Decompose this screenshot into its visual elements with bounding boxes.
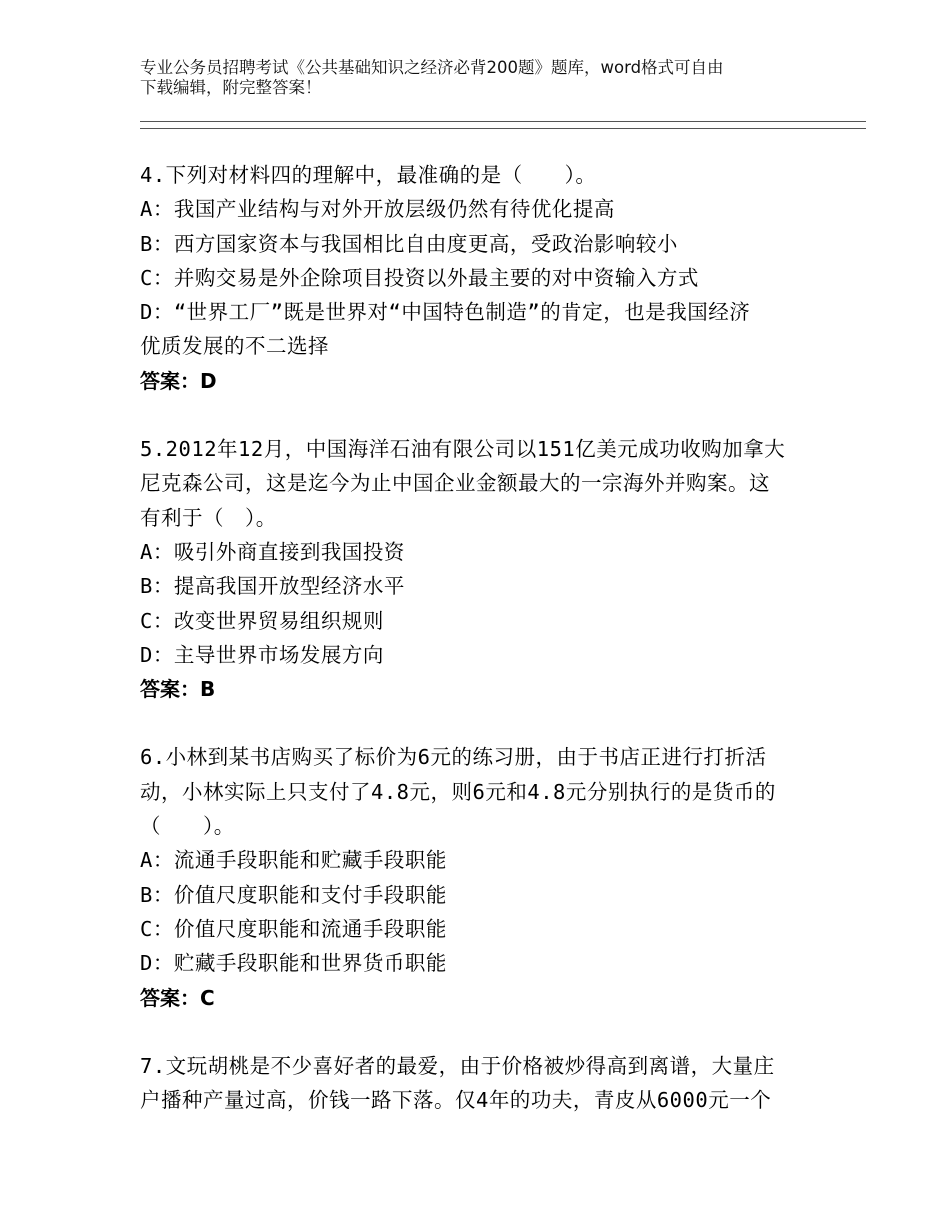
answer-option-line: B：价值尺度职能和支付手段职能 [140, 882, 447, 907]
answer-option-line: D：主导世界市场发展方向 [140, 642, 384, 667]
answer-option-line: C：并购交易是外企除项目投资以外最主要的对中资输入方式 [140, 265, 699, 290]
question-stem-line: 7.文玩胡桃是不少喜好者的最爱，由于价格被炒得高到离谱，大量庄 [140, 1053, 775, 1078]
question-stem-line: 4.下列对材料四的理解中，最准确的是（ ）。 [140, 163, 597, 187]
answer-option-line: C：价值尺度职能和流通手段职能 [140, 916, 447, 941]
question-block [140, 1049, 830, 1118]
question-stem-line: 6.小林到某书店购买了标价为6元的练习册，由于书店正进行打折活 [140, 745, 767, 770]
answer-option-line: B：提高我国开放型经济水平 [140, 574, 405, 599]
question-stem-line: （ ）。 [140, 814, 235, 839]
header-divider [140, 121, 866, 129]
question-list [140, 158, 830, 1151]
answer-key: 答案：B [140, 677, 216, 702]
question-stem-line: 户播种产量过高，价钱一路下落。仅4年的功夫，青皮从6000元一个 [140, 1088, 772, 1113]
header-line-2: 下载编辑，附完整答案！ [140, 78, 322, 97]
answer-key: 答案：D [140, 368, 217, 393]
question-stem-line: 5.2012年12月，中国海洋石油有限公司以151亿美元成功收购加拿大 [140, 437, 786, 462]
answer-key: 答案：C [140, 985, 215, 1010]
page-header [140, 58, 820, 98]
answer-option-line: A：我国产业结构与对外开放层级仍然有待优化提高 [140, 197, 615, 222]
answer-option-line: B：西方国家资本与我国相比自由度更高，受政治影响较小 [140, 231, 678, 256]
answer-option-line: C：改变世界贸易组织规则 [140, 608, 384, 633]
question-block [140, 158, 830, 398]
question-stem-line: 有利于（ ）。 [140, 505, 277, 530]
answer-option-line: D：“世界工厂”既是世界对“中国特色制造”的肯定，也是我国经济 [140, 300, 751, 325]
answer-option-line: D：贮藏手段职能和世界货币职能 [140, 951, 447, 976]
question-stem-line: 动，小林实际上只支付了4.8元，则6元和4.8元分别执行的是货币的 [140, 779, 776, 804]
question-block [140, 432, 830, 706]
answer-option-line: A：流通手段职能和贮藏手段职能 [140, 848, 447, 873]
header-line-1: 专业公务员招聘考试《公共基础知识之经济必背200题》题库，word格式可自由 [140, 58, 724, 77]
answer-option-line: 优质发展的不二选择 [140, 334, 329, 359]
question-block [140, 740, 830, 1014]
question-stem-line: 尼克森公司，这是迄今为止中国企业金额最大的一宗海外并购案。这 [140, 471, 770, 496]
answer-option-line: A：吸引外商直接到我国投资 [140, 539, 405, 564]
